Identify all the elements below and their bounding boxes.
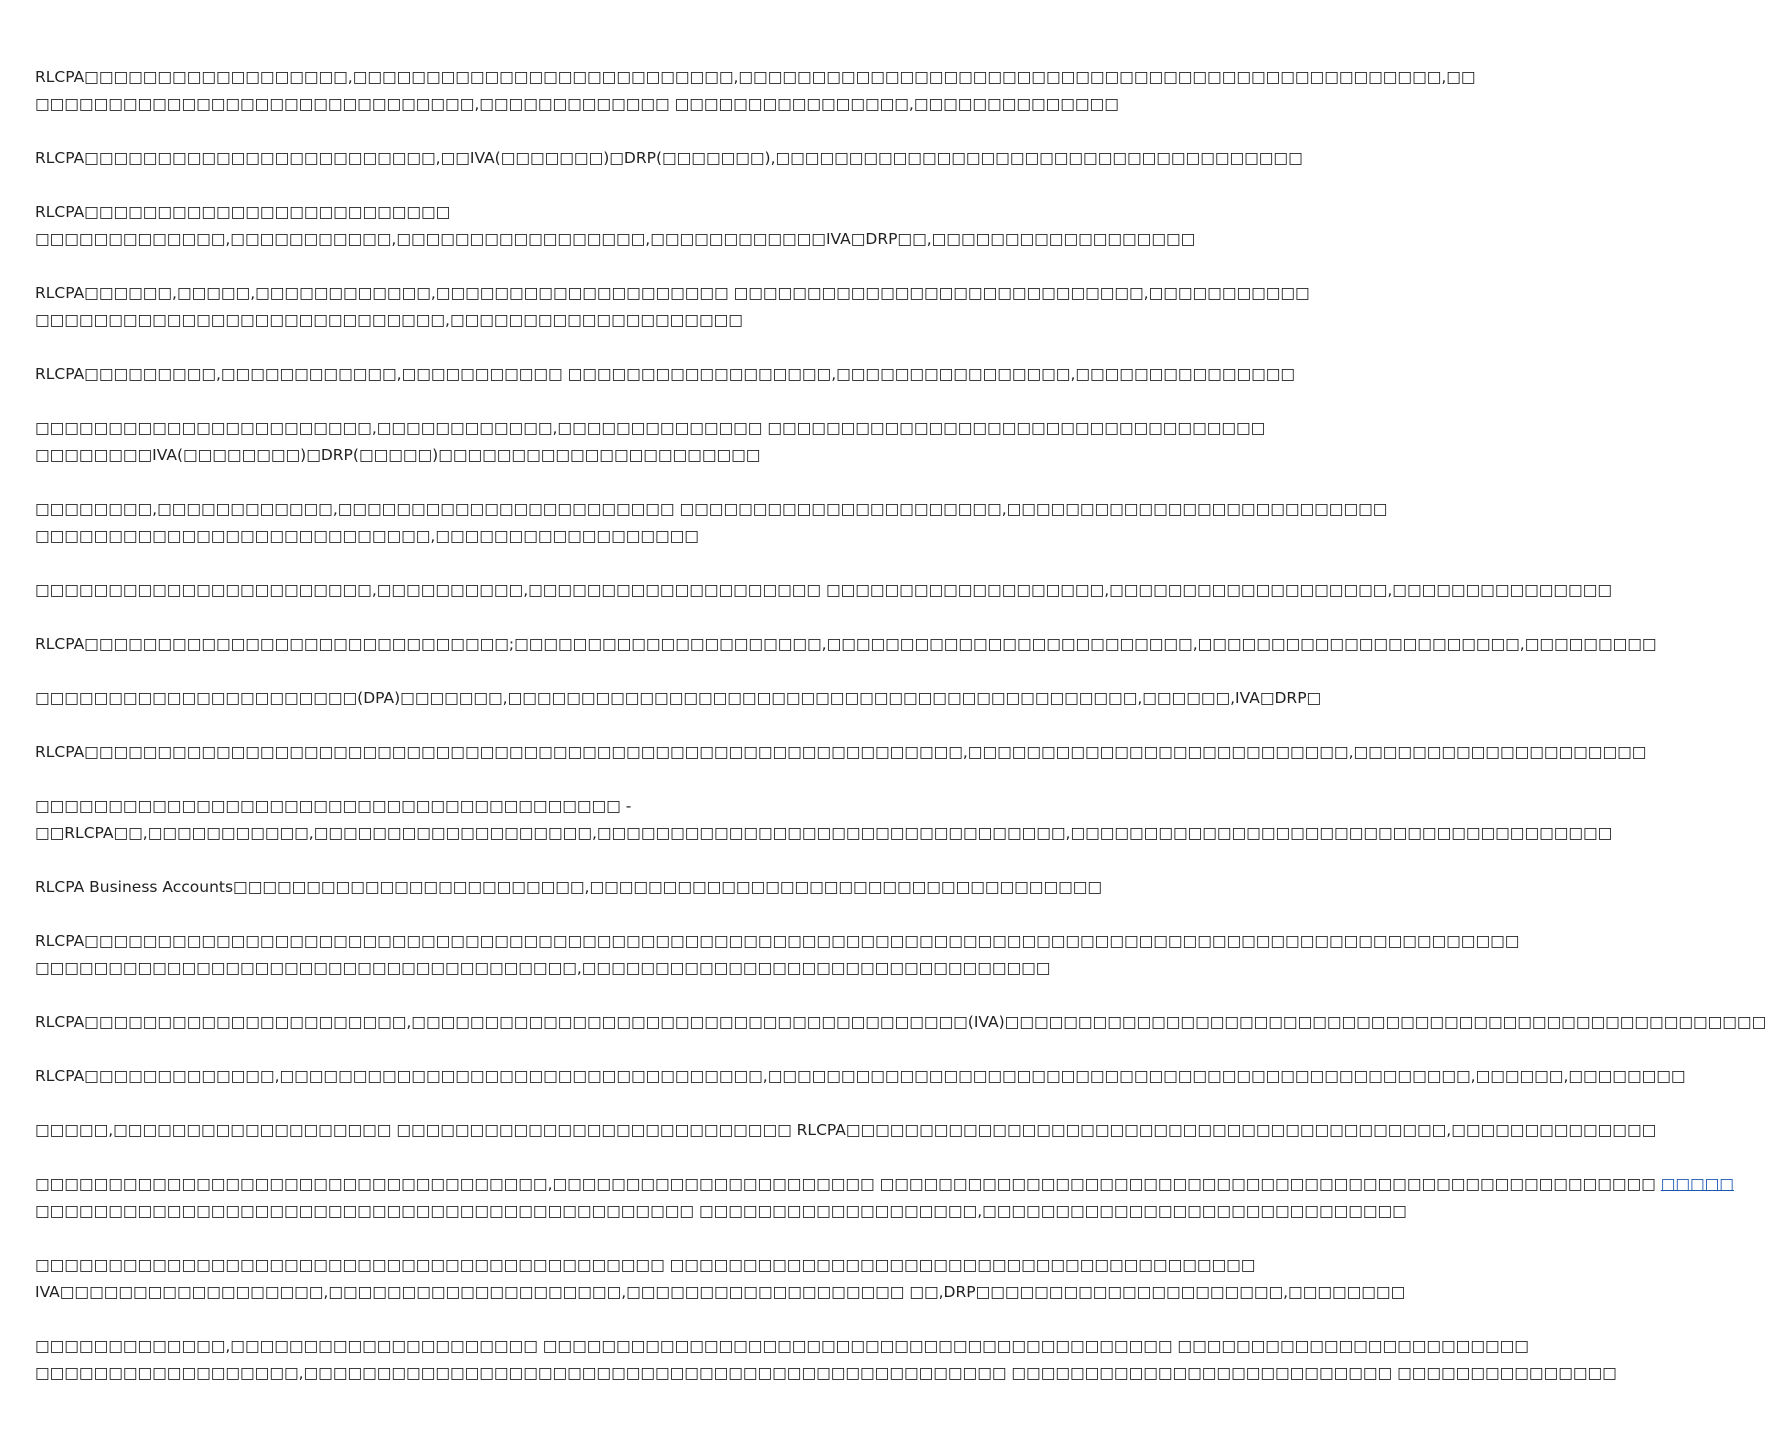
paragraph-12 bbox=[35, 793, 1613, 847]
text-line: □□□□□□□□□□□□□□□□□□□□□□□□□□□□□□□□□□□□□□□□□□□□□ □□□□□□□□□□□□□□□□□□□,□□□□□□□□□□□□□□□□□□□□□□□□□□□□□ bbox=[35, 1202, 1407, 1220]
text-line: □□□□□□□□□□□□□□□□□□□□□□(DPA)□□□□□□□,□□□□□□□□□□□□□□□□□□□□□□□□□□□□□□□□□□□□□□□□□□□,□□□□□□,IVA□DRP□ bbox=[35, 689, 1322, 707]
paragraph-20 bbox=[35, 1333, 1617, 1387]
text-line: □□□□□□□□□□□□□,□□□□□□□□□□□,□□□□□□□□□□□□□□□□□,□□□□□□□□□□□□IVA□DRP□□,□□□□□□□□□□□□□□□□□□ bbox=[35, 230, 1196, 248]
text-line: RLCPA□□□□□□□□□□□□□□□□□□,□□□□□□□□□□□□□□□□□□□□□□□□□□,□□□□□□□□□□□□□□□□□□□□□□□□□□□□□□□□□□□□□□□□□□□□□□□□,□□ bbox=[35, 68, 1476, 86]
text-line: □□□□□□□□□□□□□□□□□□□□□□□,□□□□□□□□□□,□□□□□□□□□□□□□□□□□□□□ □□□□□□□□□□□□□□□□□□□,□□□□□□□□□□□□□□□□□□□,□□□□□□□□□□□□□□□ bbox=[35, 581, 1612, 599]
text-line: □□□□□□□□□□□□□□□□□□□□□□□□□□□□,□□□□□□□□□□□□□□□□□□□□ bbox=[35, 311, 743, 329]
paragraph-15 bbox=[35, 1009, 1766, 1036]
text-line: □□□□□□□□□□□□□□□□□□□□□□□□□□□□□□,□□□□□□□□□□□□□ □□□□□□□□□□□□□□□□,□□□□□□□□□□□□□□ bbox=[35, 95, 1119, 113]
paragraph-7 bbox=[35, 496, 1388, 550]
text-line: RLCPA□□□□□□□□□□□□□□□□□□□□□□□□,□□IVA(□□□□□□□)□DRP(□□□□□□□),□□□□□□□□□□□□□□□□□□□□□□□□□□□□□□□□□□□□ bbox=[35, 149, 1303, 167]
text-line: □□□□□□□□,□□□□□□□□□□□□,□□□□□□□□□□□□□□□□□□□□□□□ □□□□□□□□□□□□□□□□□□□□□□,□□□□□□□□□□□□□□□□□□□□□□□□□□ bbox=[35, 500, 1388, 518]
text-line: RLCPA□□□□□□,□□□□□,□□□□□□□□□□□□,□□□□□□□□□□□□□□□□□□□□ □□□□□□□□□□□□□□□□□□□□□□□□□□□□,□□□□□□□□□□□ bbox=[35, 284, 1310, 302]
text-run: □□□□□□□□□□□□□□□□□□□□□□□□□□□□□□□□□□□,□□□□□□□□□□□□□□□□□□□□□□ □□□□□□□□□□□□□□□□□□□□□□□□□□□□□□□□□□□□□□□□□□□□□□□□□□□□□ bbox=[35, 1175, 1661, 1193]
text-line: □□□□□□□□□□□□□,□□□□□□□□□□□□□□□□□□□□□ □□□□□□□□□□□□□□□□□□□□□□□□□□□□□□□□□□□□□□□□□□□ □□□□□□□□□□□□□□□□□□□□□□□□ bbox=[35, 1337, 1529, 1355]
text-line: □□□□□□□□□□□□□□□□□□□□□□□□□□□,□□□□□□□□□□□□□□□□□□ bbox=[35, 527, 699, 545]
text-line: RLCPA□□□□□□□□□□□□□□□□□□□□□□□□□□□□□;□□□□□□□□□□□□□□□□□□□□□,□□□□□□□□□□□□□□□□□□□□□□□□□,□□□□□□□□□□□□□□□□□□□□□□,□□□□□□□□□ bbox=[35, 635, 1657, 653]
paragraph-13 bbox=[35, 874, 1103, 901]
text-line: RLCPA Business Accounts□□□□□□□□□□□□□□□□□□□□□□□□,□□□□□□□□□□□□□□□□□□□□□□□□□□□□□□□□□□□ bbox=[35, 878, 1103, 896]
text-line: RLCPA□□□□□□□□□□□□□□□□□□□□□□□□□□□□□□□□□□□□□□□□□□□□□□□□□□□□□□□□□□□□□□□□□□□□□□□□□□□□□□□□□□□□□□□□□□□□□□□□□□ bbox=[35, 932, 1520, 950]
paragraph-9 bbox=[35, 631, 1657, 658]
paragraph-3 bbox=[35, 199, 1196, 253]
text-line: RLCPA□□□□□□□□□□□□□,□□□□□□□□□□□□□□□□□□□□□□□□□□□□□□□□□,□□□□□□□□□□□□□□□□□□□□□□□□□□□□□□□□□□□□□□□□□□□□□□□□,□□□□□□,□□□□□□□□ bbox=[35, 1067, 1686, 1085]
paragraph-4 bbox=[35, 280, 1310, 334]
text-line-with-link bbox=[35, 1171, 1734, 1198]
text-line: RLCPA□□□□□□□□□□□□□□□□□□□□□□□□□ bbox=[35, 203, 451, 221]
text-line: □□□□□,□□□□□□□□□□□□□□□□□□□ □□□□□□□□□□□□□□□□□□□□□□□□□□□ RLCPA□□□□□□□□□□□□□□□□□□□□□□□□□□□□□□□□□□□□□□□□□,□□□□□□□□□□□□□□ bbox=[35, 1121, 1657, 1139]
paragraph-1 bbox=[35, 64, 1476, 118]
paragraph-18 bbox=[35, 1171, 1734, 1225]
paragraph-5 bbox=[35, 361, 1296, 388]
paragraph-16 bbox=[35, 1063, 1686, 1090]
text-line: IVA□□□□□□□□□□□□□□□□□□,□□□□□□□□□□□□□□□□□□□□,□□□□□□□□□□□□□□□□□□□ □□,DRP□□□□□□□□□□□□□□□□□□□□□,□□□□□□□□ bbox=[35, 1283, 1406, 1301]
text-line: RLCPA□□□□□□□□□□□□□□□□□□□□□□,□□□□□□□□□□□□□□□□□□□□□□□□□□□□□□□□□□□□□□(IVA)□□□□□□□□□□□□□□□□□□□□□□□□□□□□□□□□□□□□□□□□□□□□□□□□□□□□ bbox=[35, 1013, 1766, 1031]
text-line: □□□□□□□□□□□□□□□□□□,□□□□□□□□□□□□□□□□□□□□□□□□□□□□□□□□□□□□□□□□□□□□□□□□ □□□□□□□□□□□□□□□□□□□□□□□□□□ □□□□□□□□□□□□□□□ bbox=[35, 1364, 1617, 1382]
document-body bbox=[35, 64, 1766, 1414]
paragraph-2 bbox=[35, 145, 1303, 172]
inline-link[interactable]: □□□□□ bbox=[1660, 1175, 1734, 1193]
text-line: □□RLCPA□□,□□□□□□□□□□□,□□□□□□□□□□□□□□□□□□□,□□□□□□□□□□□□□□□□□□□□□□□□□□□□□□□□,□□□□□□□□□□□□□□□□□□□□□□□□□□□□□□□□□□□□□ bbox=[35, 824, 1613, 842]
text-line: □□□□□□□□IVA(□□□□□□□□)□DRP(□□□□□)□□□□□□□□□□□□□□□□□□□□□□ bbox=[35, 446, 761, 464]
paragraph-14 bbox=[35, 928, 1520, 982]
paragraph-19 bbox=[35, 1252, 1406, 1306]
paragraph-6 bbox=[35, 415, 1266, 469]
paragraph-17 bbox=[35, 1117, 1657, 1144]
text-line: □□□□□□□□□□□□□□□□□□□□□□□□□□□□□□□□□□□□□□□□ - bbox=[35, 797, 632, 815]
paragraph-10 bbox=[35, 685, 1322, 712]
text-line: RLCPA□□□□□□□□□□□□□□□□□□□□□□□□□□□□□□□□□□□□□□□□□□□□□□□□□□□□□□□□□□□□,□□□□□□□□□□□□□□□□□□□□□□□□□□,□□□□□□□□□□□□□□□□□□□□ bbox=[35, 743, 1647, 761]
text-line: RLCPA□□□□□□□□□,□□□□□□□□□□□□,□□□□□□□□□□□ □□□□□□□□□□□□□□□□□□,□□□□□□□□□□□□□□□□,□□□□□□□□□□□□□□□ bbox=[35, 365, 1296, 383]
text-line: □□□□□□□□□□□□□□□□□□□□□□□□□□□□□□□□□□□□□□□□□□□ □□□□□□□□□□□□□□□□□□□□□□□□□□□□□□□□□□□□□□□□ bbox=[35, 1256, 1256, 1274]
text-line: □□□□□□□□□□□□□□□□□□□□□□□,□□□□□□□□□□□□,□□□□□□□□□□□□□□ □□□□□□□□□□□□□□□□□□□□□□□□□□□□□□□□□□ bbox=[35, 419, 1266, 437]
paragraph-8 bbox=[35, 577, 1612, 604]
paragraph-11 bbox=[35, 739, 1647, 766]
text-line: □□□□□□□□□□□□□□□□□□□□□□□□□□□□□□□□□□□□□,□□□□□□□□□□□□□□□□□□□□□□□□□□□□□□□□ bbox=[35, 959, 1051, 977]
